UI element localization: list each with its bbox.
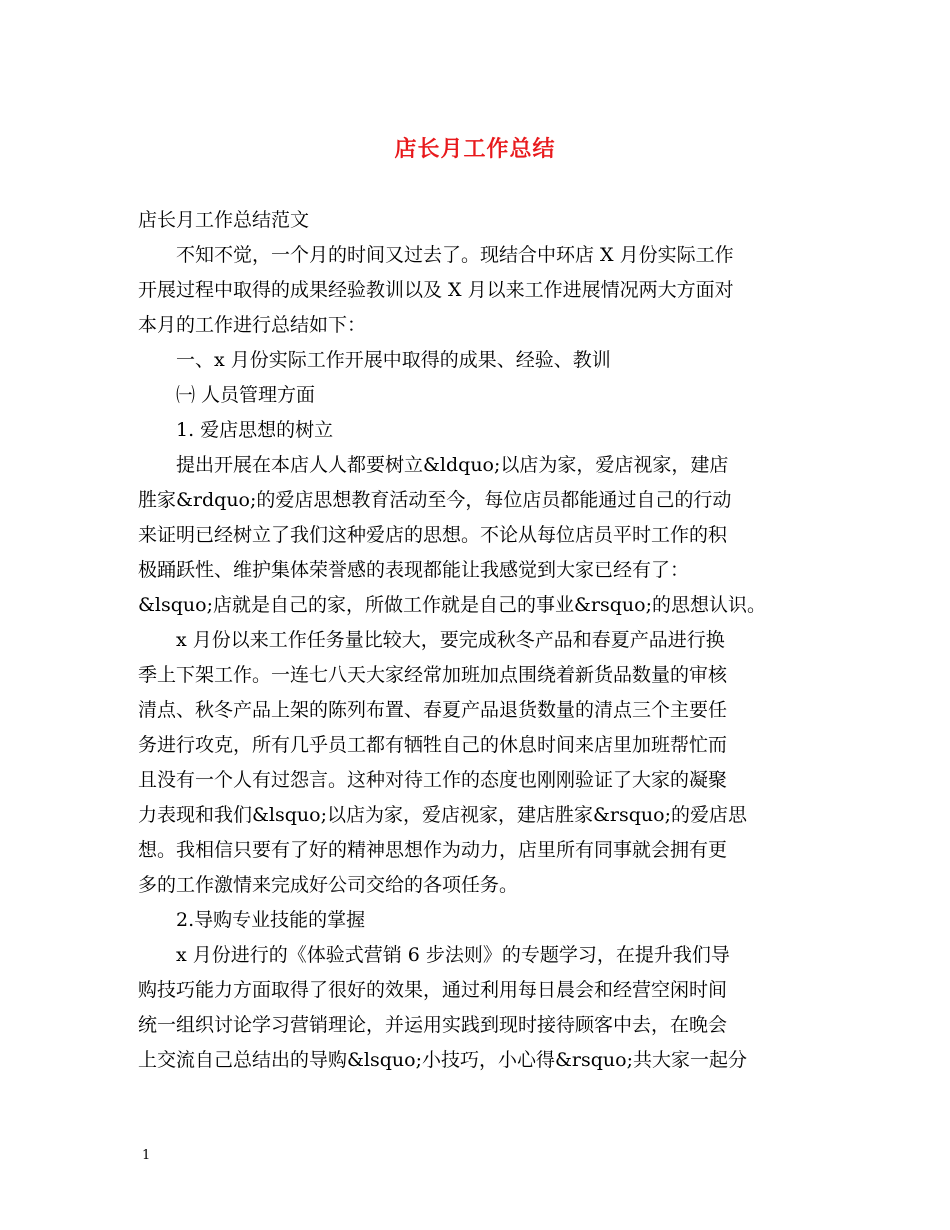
paragraph-line: x 月份进行的《体验式营销 6 步法则》的专题学习，在提升我们导	[176, 944, 730, 966]
paragraph-line: 购技巧能力方面取得了很好的效果，通过利用每日晨会和经营空闲时间	[138, 979, 728, 1001]
paragraph-line: 多的工作激情来完成好公司交给的各项任务。	[138, 874, 519, 896]
paragraph-line: 务进行攻克，所有几乎员工都有牺牲自己的休息时间来店里加班帮忙而	[138, 734, 728, 756]
paragraph-line: 来证明已经树立了我们这种爱店的思想。不论从每位店员平时工作的积	[138, 524, 728, 546]
paragraph-line: 提出开展在本店人人都要树立&ldquo;以店为家，爱店视家，建店	[176, 454, 729, 476]
subtitle-line: 店长月工作总结范文	[138, 209, 310, 231]
paragraph-line: 极踊跃性、维护集体荣誉感的表现都能让我感觉到大家已经有了：	[138, 559, 690, 581]
item-heading: 2.导购专业技能的掌握	[176, 909, 366, 931]
paragraph-line: 力表现和我们&lsquo;以店为家，爱店视家，建店胜家&rsquo;的爱店思	[138, 804, 747, 826]
paragraph-line: 想。我相信只要有了好的精神思想作为动力，店里所有同事就会拥有更	[138, 839, 728, 861]
paragraph-line: 胜家&rdquo;的爱店思想教育活动至今，每位店员都能通过自己的行动	[138, 489, 732, 511]
paragraph-line: x 月份以来工作任务量比较大，要完成秋冬产品和春夏产品进行换	[176, 629, 725, 651]
page-number: 1	[142, 1148, 151, 1163]
paragraph-line: 本月的工作进行总结如下：	[138, 314, 367, 336]
paragraph-line: 开展过程中取得的成果经验教训以及 X 月以来工作进展情况两大方面对	[138, 279, 734, 301]
section-heading: 一、x 月份实际工作开展中取得的成果、经验、教训	[176, 349, 611, 371]
paragraph-line: 清点、秋冬产品上架的陈列布置、春夏产品退货数量的清点三个主要任	[138, 699, 728, 721]
document-body	[138, 203, 818, 1078]
paragraph-line: 季上下架工作。一连七八天大家经常加班加点围绕着新货品数量的审核	[138, 664, 728, 686]
document-title: 店长月工作总结	[394, 136, 556, 162]
paragraph-line: 上交流自己总结出的导购&lsquo;小技巧，小心得&rsquo;共大家一起分	[138, 1049, 747, 1071]
subsection-heading: ㈠ 人员管理方面	[176, 384, 316, 406]
paragraph-line: 且没有一个人有过怨言。这种对待工作的态度也刚刚验证了大家的凝聚	[138, 769, 728, 791]
item-heading: 1. 爱店思想的树立	[176, 419, 334, 441]
paragraph-line: 不知不觉，一个月的时间又过去了。现结合中环店 X 月份实际工作	[176, 244, 734, 266]
paragraph-line: 统一组织讨论学习营销理论，并运用实践到现时接待顾客中去，在晚会	[138, 1014, 728, 1036]
paragraph-line: &lsquo;店就是自己的家，所做工作就是自己的事业&rsquo;的思想认识。	[138, 594, 766, 616]
